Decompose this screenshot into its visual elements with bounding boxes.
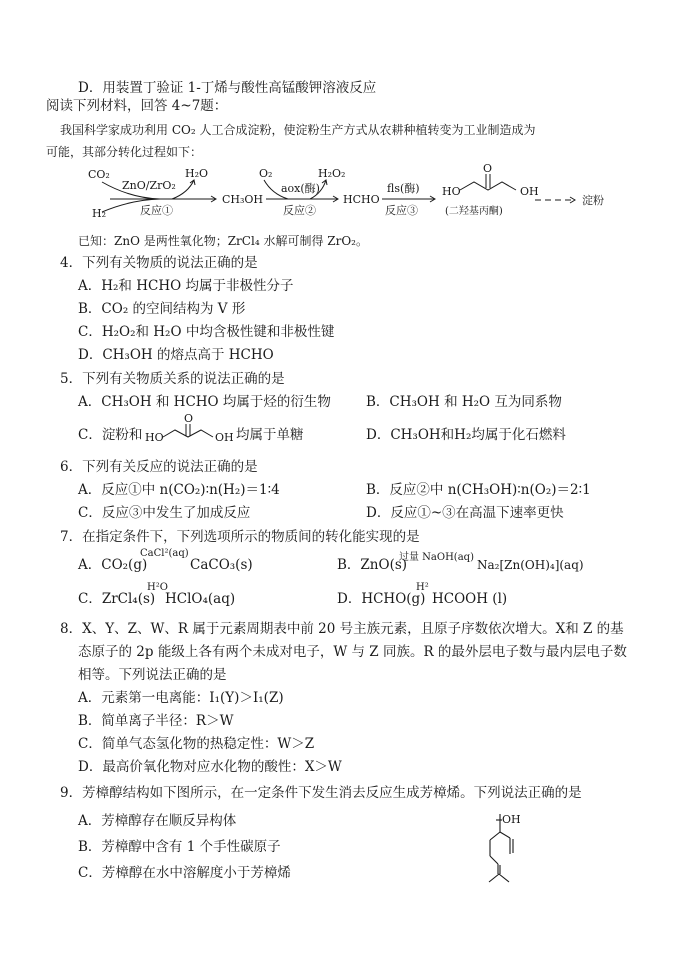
scheme-o2: O₂ [259,167,273,180]
q7-option-d-sup: H² [416,582,429,593]
scheme-dha-name: (二羟基丙酮) [445,206,503,217]
q7-option-d: D．HCHO(g) [337,591,426,607]
q7-stem: 7．在指定条件下，下列选项所示的物质间的转化能实现的是 [60,529,420,545]
q7-option-d-tail: HCOOH (l) [432,591,508,607]
q7-option-a: A．CO₂(g) [78,557,148,573]
scheme-cat1: ZnO/ZrO₂ [122,179,176,192]
q8-stem-2: 态原子的 2p 能级上各有两个未成对电子，W 与 Z 同族。R 的最外层电子数与最内层电子数 [78,644,627,660]
q7-option-c-sup: H²O [147,582,168,593]
q7-option-b: B．ZnO(s) [337,557,408,573]
prev-option-d: D．用装置丁验证 1-丁烯与酸性高锰酸钾溶液反应 [78,80,377,96]
known-info: 已知：ZnO 是两性氧化物；ZrCl₄ 水解可制得 ZrO₂。 [78,234,368,248]
q7-option-c: C．ZrCl₄(s) [78,591,156,607]
material-text-1: 我国科学家成功利用 CO₂ 人工合成淀粉，使淀粉生产方式从农耕种植转变为工业制造成为 [60,123,536,137]
scheme-h2o2: H₂O₂ [318,167,346,180]
scheme-step3: 反应③ [385,204,418,217]
q9-option-a: A．芳樟醇存在顺反异构体 [78,813,237,829]
q7-option-b-sup: 过量 NaOH(aq) [399,552,474,563]
q5-stem: 5．下列有关物质关系的说法正确的是 [60,371,285,387]
q5-dha-oh: OH [215,431,234,444]
q5-dha-structure [143,412,235,446]
scheme-aox: aox(酶) [281,182,320,195]
q6-option-b: B．反应②中 n(CH₃OH)∶n(O₂)＝2∶1 [366,482,591,498]
scheme-step2: 反应② [283,204,316,217]
q4-stem: 4．下列有关物质的说法正确的是 [60,255,258,271]
q4-option-a: A．H₂和 HCHO 均属于非极性分子 [78,278,294,294]
linalool-oh: OH [502,813,521,826]
q9-stem: 9．芳樟醇结构如下图所示，在一定条件下发生消去反应生成芳樟烯。下列说法正确的是 [60,785,582,801]
scheme-h2: H₂ [92,207,107,220]
material-text-2: 可能，其部分转化过程如下： [46,145,203,159]
q8-option-a: A．元素第一电离能：I₁(Y)＞I₁(Z) [78,690,284,706]
q5-option-d: D．CH₃OH和H₂均属于化石燃料 [366,427,566,443]
q9-option-c: C．芳樟醇在水中溶解度小于芳樟烯 [78,865,291,881]
q5-option-c-tail: 均属于单糖 [236,427,304,443]
q7-option-a-tail: CaCO₃(s) [190,557,253,573]
reaction-scheme [80,160,640,226]
scheme-ch3oh: CH₃OH [222,193,264,206]
scheme-dha-ho: HO [442,185,461,198]
q8-stem-3: 相等。下列说法正确的是 [78,667,227,683]
q6-option-c: C．反应③中发生了加成反应 [78,505,251,521]
scheme-dha-oh: OH [520,185,539,198]
q5-dha-o: O [184,412,194,425]
scheme-hcho: HCHO [343,193,380,206]
q8-stem-1: 8．X、Y、Z、W、R 属于元素周期表中前 20 号主族元素，且原子序数依次增大。X和 Z 的基 [60,621,624,637]
q5-dha-ho: HO [145,431,164,444]
scheme-starch: 淀粉 [582,194,604,207]
q6-option-a: A．反应①中 n(CO₂)∶n(H₂)＝1∶4 [78,482,280,498]
linalool-structure [470,810,540,890]
q9-option-b: B．芳樟醇中含有 1 个手性碳原子 [78,839,281,855]
q5-option-a: A．CH₃OH 和 HCHO 均属于烃的衍生物 [78,394,331,410]
q7-option-a-sup: CaCl²(aq) [140,548,189,559]
q8-option-b: B．简单离子半径：R＞W [78,713,234,729]
scheme-dha-o: O [483,162,493,175]
q4-option-d: D．CH₃OH 的熔点高于 HCHO [78,347,274,363]
q7-option-b-tail: Na₂[Zn(OH)₄](aq) [477,558,584,572]
q8-option-d: D．最高价氧化物对应水化物的酸性：X＞W [78,759,342,775]
q7-option-c-tail: HClO₄(aq) [165,591,236,607]
scheme-fls: fls(酶) [387,182,420,195]
scheme-co2: CO₂ [88,168,110,181]
q6-option-d: D．反应①~③在高温下速率更快 [366,505,564,521]
q4-option-b: B．CO₂ 的空间结构为 V 形 [78,301,246,317]
material-intro: 阅读下列材料，回答 4~7题： [46,98,228,114]
q8-option-c: C．简单气态氢化物的热稳定性：W＞Z [78,736,315,752]
q4-option-c: C．H₂O₂和 H₂O 中均含极性键和非极性键 [78,324,335,340]
q5-option-c: C．淀粉和 [78,427,143,443]
q5-option-b: B．CH₃OH 和 H₂O 互为同系物 [366,394,562,410]
scheme-h2o: H₂O [185,167,209,180]
q6-stem: 6．下列有关反应的说法正确的是 [60,459,258,475]
scheme-step1: 反应① [140,204,173,217]
